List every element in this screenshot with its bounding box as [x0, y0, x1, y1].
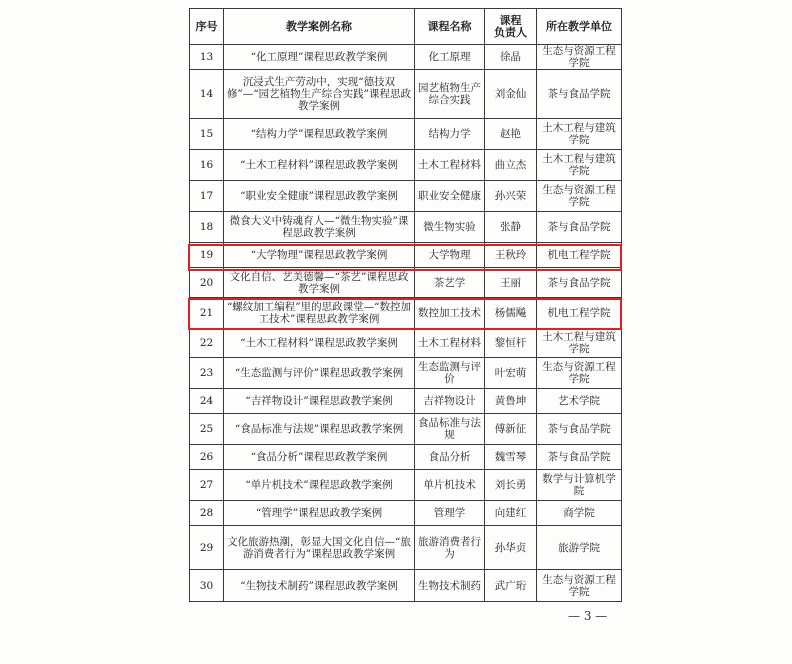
cell-course: 生物技术制药 — [415, 570, 485, 602]
cell-lead: 徐晶 — [485, 45, 537, 70]
cell-unit: 土木工程与建筑学院 — [537, 119, 622, 150]
cell-unit: 生态与资源工程学院 — [537, 358, 622, 389]
table-row — [190, 70, 622, 119]
cell-unit: 机电工程学院 — [537, 298, 622, 329]
cell-unit: 商学院 — [537, 501, 622, 526]
header-lead: 课程 负责人 — [485, 9, 537, 45]
header-no: 序号 — [190, 9, 224, 45]
cell-case-name: “职业安全健康”课程思政教学案例 — [224, 181, 415, 212]
cell-unit: 茶与食品学院 — [537, 445, 622, 470]
cell-course: 结构力学 — [415, 119, 485, 150]
table-row — [190, 268, 622, 298]
cell-no: 29 — [190, 526, 224, 570]
table-row — [190, 445, 622, 470]
cell-case-name: 沉浸式生产劳动中，实现“德技双修”—“园艺植物生产综合实践”课程思政教学案例 — [224, 70, 415, 119]
cell-unit: 土木工程与建筑学院 — [537, 329, 622, 358]
highlight-row-21 — [188, 298, 622, 330]
cell-lead: 刘金仙 — [485, 70, 537, 119]
cell-course: 茶艺学 — [415, 268, 485, 298]
cell-no: 21 — [190, 298, 224, 329]
cell-case-name: “生物技术制药”课程思政教学案例 — [224, 570, 415, 602]
cell-no: 28 — [190, 501, 224, 526]
page-number: — 3 — — [568, 609, 608, 623]
header-course: 课程名称 — [415, 9, 485, 45]
cell-lead: 黎恒杆 — [485, 329, 537, 358]
cell-lead: 傅新征 — [485, 414, 537, 445]
cell-case-name: “螺纹加工编程”里的思政课堂—“数控加工技术”课程思政教学案例 — [224, 298, 415, 329]
cell-course: 旅游消费者行为 — [415, 526, 485, 570]
table-row — [190, 212, 622, 243]
cell-unit: 旅游学院 — [537, 526, 622, 570]
cell-lead: 孙兴荣 — [485, 181, 537, 212]
cell-course: 化工原理 — [415, 45, 485, 70]
cell-lead: 王秋玲 — [485, 243, 537, 268]
table-row — [190, 501, 622, 526]
header-unit: 所在教学单位 — [537, 9, 622, 45]
cell-no: 19 — [190, 243, 224, 268]
cell-no: 18 — [190, 212, 224, 243]
cell-case-name: “大学物理”课程思政教学案例 — [224, 243, 415, 268]
cell-unit: 茶与食品学院 — [537, 70, 622, 119]
cell-course: 土木工程材料 — [415, 329, 485, 358]
cell-lead: 张静 — [485, 212, 537, 243]
cell-unit: 数学与计算机学院 — [537, 470, 622, 501]
table-row — [190, 45, 622, 70]
table-row — [190, 119, 622, 150]
cell-no: 13 — [190, 45, 224, 70]
cell-lead: 曲立杰 — [485, 150, 537, 181]
cell-unit: 茶与食品学院 — [537, 268, 622, 298]
cell-lead: 刘长勇 — [485, 470, 537, 501]
table-row — [190, 150, 622, 181]
cell-no: 26 — [190, 445, 224, 470]
cell-case-name: 微食大义中铸魂育人—“微生物实验”课程思政教学案例 — [224, 212, 415, 243]
cell-no: 22 — [190, 329, 224, 358]
cell-unit: 土木工程与建筑学院 — [537, 150, 622, 181]
cell-unit: 茶与食品学院 — [537, 212, 622, 243]
cell-case-name: 文化旅游热潮，彰显大国文化自信—“旅游消费者行为”课程思政教学案例 — [224, 526, 415, 570]
cell-no: 17 — [190, 181, 224, 212]
cell-lead: 王丽 — [485, 268, 537, 298]
cell-course: 职业安全健康 — [415, 181, 485, 212]
cell-case-name: “化工原理”课程思政教学案例 — [224, 45, 415, 70]
cell-case-name: “单片机技术”课程思政教学案例 — [224, 470, 415, 501]
cell-case-name: “土木工程材料”课程思政教学案例 — [224, 329, 415, 358]
cell-case-name: “食品标准与法规”课程思政教学案例 — [224, 414, 415, 445]
cell-no: 16 — [190, 150, 224, 181]
cell-case-name: “生态监测与评价”课程思政教学案例 — [224, 358, 415, 389]
cell-case-name: “食品分析”课程思政教学案例 — [224, 445, 415, 470]
cell-course: 单片机技术 — [415, 470, 485, 501]
cell-lead: 杨儒飚 — [485, 298, 537, 329]
table-row — [190, 470, 622, 501]
header-case-name: 教学案例名称 — [224, 9, 415, 45]
cell-no: 20 — [190, 268, 224, 298]
cell-no: 30 — [190, 570, 224, 602]
cell-no: 23 — [190, 358, 224, 389]
cell-lead: 魏雪琴 — [485, 445, 537, 470]
cell-course: 食品标准与法规 — [415, 414, 485, 445]
cell-lead: 黄鲁坤 — [485, 389, 537, 414]
cell-lead: 武广珩 — [485, 570, 537, 602]
table-row — [190, 181, 622, 212]
table-header-row — [190, 9, 622, 45]
cell-case-name: 文化自信、艺美德馨—“茶艺”课程思政教学案例 — [224, 268, 415, 298]
cell-lead: 向建红 — [485, 501, 537, 526]
highlight-row-19 — [188, 244, 622, 271]
table-row — [190, 358, 622, 389]
cell-unit: 艺术学院 — [537, 389, 622, 414]
cell-case-name: “吉祥物设计”课程思政教学案例 — [224, 389, 415, 414]
cell-no: 15 — [190, 119, 224, 150]
cell-case-name: “管理学”课程思政教学案例 — [224, 501, 415, 526]
cell-unit: 茶与食品学院 — [537, 414, 622, 445]
cell-unit: 生态与资源工程学院 — [537, 45, 622, 70]
cell-no: 25 — [190, 414, 224, 445]
table-row — [190, 389, 622, 414]
cell-unit: 生态与资源工程学院 — [537, 570, 622, 602]
table-row — [190, 526, 622, 570]
cell-course: 生态监测与评价 — [415, 358, 485, 389]
cell-no: 24 — [190, 389, 224, 414]
cell-case-name: “结构力学”课程思政教学案例 — [224, 119, 415, 150]
table-row — [190, 570, 622, 602]
cell-lead: 叶宏萌 — [485, 358, 537, 389]
cell-unit: 机电工程学院 — [537, 243, 622, 268]
cell-course: 食品分析 — [415, 445, 485, 470]
cell-course: 数控加工技术 — [415, 298, 485, 329]
table-row — [190, 329, 622, 358]
cell-no: 27 — [190, 470, 224, 501]
cell-lead: 赵艳 — [485, 119, 537, 150]
cell-lead: 孙华贞 — [485, 526, 537, 570]
cell-course: 大学物理 — [415, 243, 485, 268]
cell-course: 吉祥物设计 — [415, 389, 485, 414]
table-row — [190, 414, 622, 445]
cell-course: 土木工程材料 — [415, 150, 485, 181]
cell-course: 园艺植物生产综合实践 — [415, 70, 485, 119]
cell-unit: 生态与资源工程学院 — [537, 181, 622, 212]
cell-course: 管理学 — [415, 501, 485, 526]
cell-course: 微生物实验 — [415, 212, 485, 243]
cell-no: 14 — [190, 70, 224, 119]
cell-case-name: “土木工程材料”课程思政教学案例 — [224, 150, 415, 181]
